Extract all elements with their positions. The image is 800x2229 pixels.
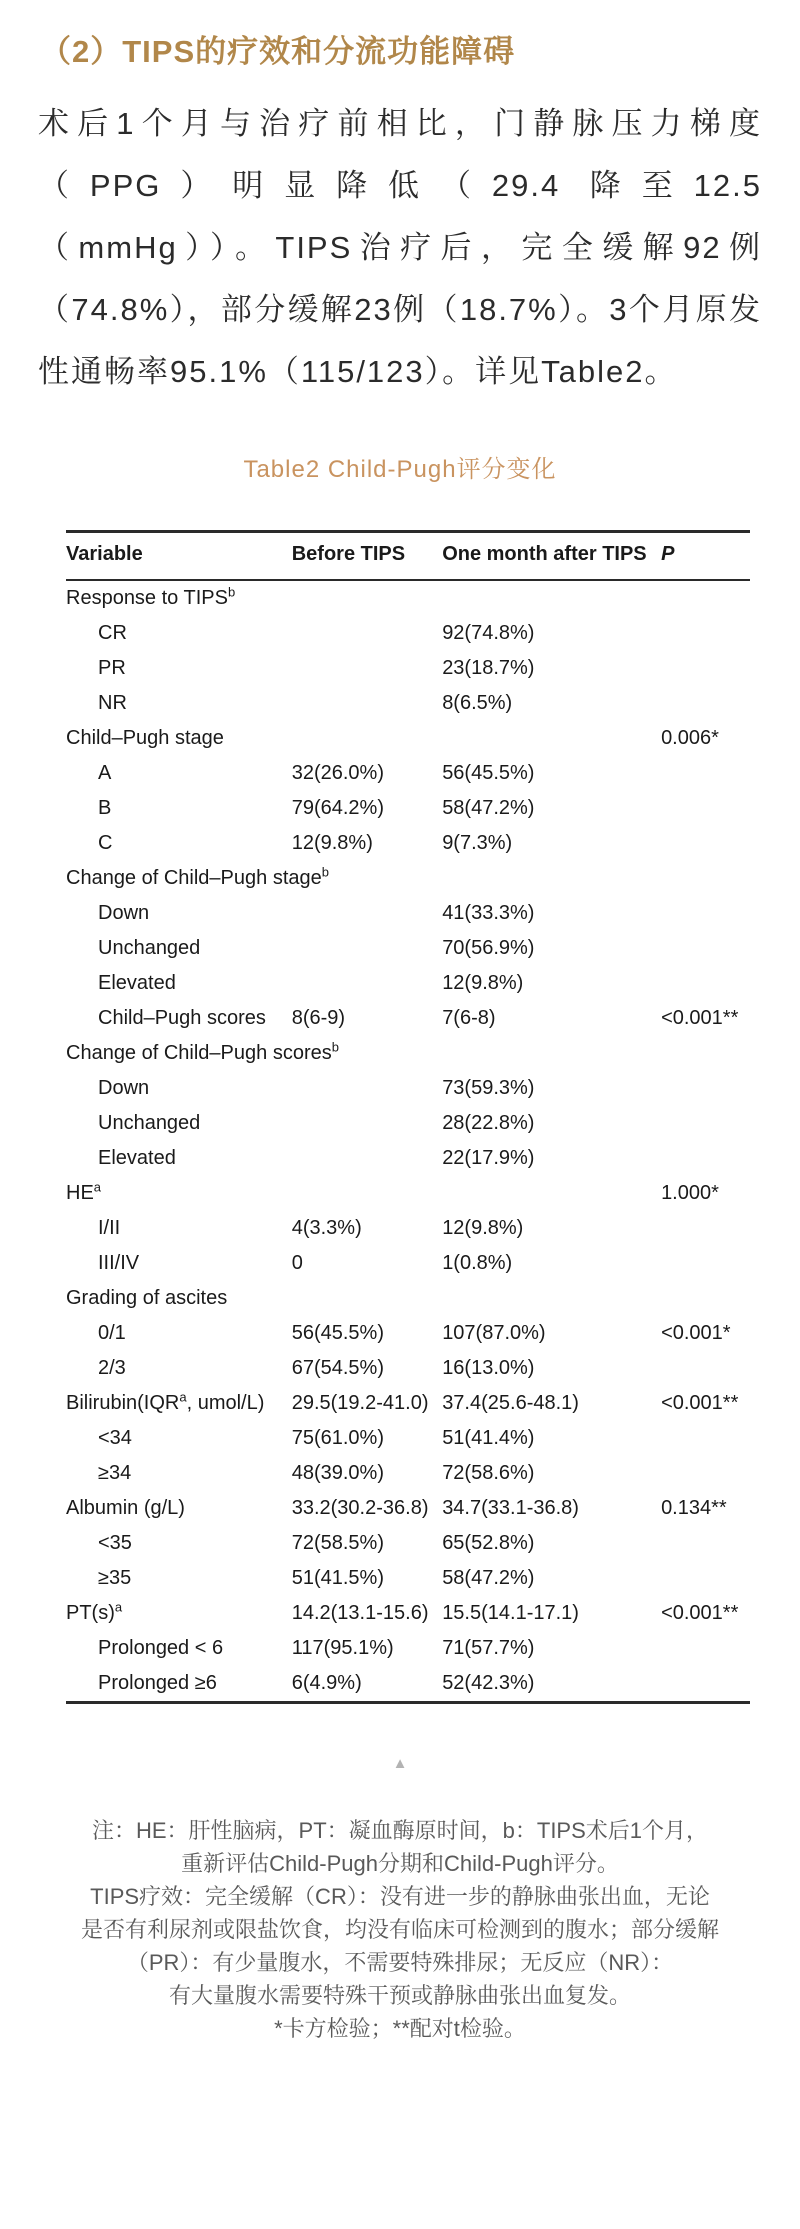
cell-one-month-after-tips: 16(13.0%) bbox=[442, 1357, 535, 1379]
cell-p-value bbox=[661, 1526, 750, 1561]
cell-one-month-after-tips: 58(47.2%) bbox=[442, 1567, 535, 1589]
table-row bbox=[66, 931, 750, 966]
table-row bbox=[66, 1666, 750, 1703]
cell-one-month-after-tips: 28(22.8%) bbox=[442, 1112, 535, 1134]
cell-p-value: <0.001** bbox=[661, 1602, 739, 1624]
cell-before-tips bbox=[292, 686, 442, 721]
cell-before-tips: 8(6-9) bbox=[291, 1007, 346, 1029]
cell-one-month-after-tips: 92(74.8%) bbox=[442, 622, 535, 644]
row-label: ≥34 bbox=[98, 1462, 132, 1484]
row-label: ≥35 bbox=[98, 1567, 132, 1589]
table-row bbox=[66, 580, 750, 616]
cell-one-month-after-tips: 51(41.4%) bbox=[442, 1427, 535, 1449]
body-paragraph: 术后1个月与治疗前相比，门静脉压力梯度（PPG）明显降低（29.4 降至12.5 （mmHg））。TIPS治疗后，完全缓解92例（74.8%），部分缓解23例（18.7%）。3个月原发性通畅率95.1%（115/123）。详见Table2。 bbox=[38, 106, 762, 389]
footnote-line: （PR）：有少量腹水，不需要特殊排尿；无反应（NR）： bbox=[126, 1950, 674, 1975]
cell-one-month-after-tips: 15.5(14.1-17.1) bbox=[442, 1602, 579, 1624]
cell-one-month-after-tips: 65(52.8%) bbox=[442, 1532, 535, 1554]
row-label: B bbox=[98, 797, 112, 819]
cell-before-tips bbox=[292, 1141, 442, 1176]
cell-before-tips: 14.2(13.1-15.6) bbox=[291, 1602, 429, 1624]
cell-p-value bbox=[661, 1561, 750, 1596]
table-row bbox=[66, 1071, 750, 1106]
table-title: Table2 Child-Pugh评分变化 bbox=[243, 456, 557, 483]
cell-before-tips: 67(54.5%) bbox=[291, 1357, 384, 1379]
table-row bbox=[66, 966, 750, 1001]
cell-before-tips bbox=[292, 651, 442, 686]
cell-one-month-after-tips: 72(58.6%) bbox=[442, 1462, 535, 1484]
cell-one-month-after-tips bbox=[442, 721, 661, 756]
table-row bbox=[66, 1141, 750, 1176]
footnote-line: 注：HE：肝性脑病，PT：凝血酶原时间，b：TIPS术后1个月， bbox=[91, 1818, 709, 1843]
cell-p-value: <0.001* bbox=[661, 1322, 731, 1344]
cell-p-value bbox=[661, 1141, 750, 1176]
cell-before-tips: 32(26.0%) bbox=[291, 762, 384, 784]
row-label: Elevated bbox=[98, 1147, 176, 1169]
row-label: III/IV bbox=[98, 1252, 140, 1274]
cell-one-month-after-tips: 34.7(33.1-36.8) bbox=[442, 1497, 579, 1519]
row-label: <34 bbox=[98, 1427, 132, 1449]
cell-before-tips bbox=[292, 931, 442, 966]
footnote-line: 重新评估Child-Pugh分期和Child-Pugh评分。 bbox=[181, 1851, 619, 1876]
section-heading: （2）TIPS的疗效和分流功能障碍 bbox=[40, 34, 516, 69]
table-header-row bbox=[66, 532, 750, 581]
cell-one-month-after-tips: 70(56.9%) bbox=[442, 937, 535, 959]
table-row bbox=[66, 1421, 750, 1456]
cell-before-tips: 4(3.3%) bbox=[291, 1217, 362, 1239]
table-row bbox=[66, 616, 750, 651]
row-label: 2/3 bbox=[98, 1357, 126, 1379]
cell-before-tips: 12(9.8%) bbox=[291, 832, 373, 854]
table-row bbox=[66, 791, 750, 826]
table-row bbox=[66, 1386, 750, 1421]
table-row bbox=[66, 1281, 750, 1316]
table-footnotes bbox=[30, 1814, 770, 2045]
table-row bbox=[66, 1036, 750, 1071]
cell-p-value bbox=[661, 1211, 750, 1246]
cell-before-tips: 117(95.1%) bbox=[291, 1637, 394, 1659]
cell-p-value bbox=[661, 791, 750, 826]
cell-p-value bbox=[661, 1421, 750, 1456]
cell-before-tips bbox=[292, 1106, 442, 1141]
cell-before-tips: 51(41.5%) bbox=[291, 1567, 384, 1589]
cell-one-month-after-tips: 23(18.7%) bbox=[442, 657, 535, 679]
cell-p-value bbox=[661, 1666, 750, 1703]
cell-before-tips bbox=[292, 616, 442, 651]
footnote-line: 有大量腹水需要特殊干预或静脉曲张出血复发。 bbox=[168, 1983, 631, 2008]
cell-p-value bbox=[661, 1456, 750, 1491]
cell-p-value: 0.134** bbox=[661, 1497, 727, 1519]
cell-one-month-after-tips: 7(6-8) bbox=[442, 1007, 496, 1029]
table-row bbox=[66, 1106, 750, 1141]
row-label: Down bbox=[98, 1077, 150, 1099]
cell-before-tips bbox=[292, 1071, 442, 1106]
table-row bbox=[66, 756, 750, 791]
cell-one-month-after-tips: 58(47.2%) bbox=[442, 797, 535, 819]
cell-one-month-after-tips: 56(45.5%) bbox=[442, 762, 535, 784]
table-row bbox=[66, 1491, 750, 1526]
cell-p-value bbox=[661, 616, 750, 651]
row-label: Albumin (g/L) bbox=[66, 1497, 185, 1519]
row-label: Grading of ascites bbox=[66, 1287, 228, 1309]
row-label: Unchanged bbox=[98, 1112, 201, 1134]
cell-before-tips bbox=[292, 721, 442, 756]
cell-before-tips: 0 bbox=[291, 1252, 303, 1274]
cell-before-tips: 72(58.5%) bbox=[291, 1532, 384, 1554]
table-row bbox=[66, 1631, 750, 1666]
table-row bbox=[66, 1561, 750, 1596]
table-row bbox=[66, 1351, 750, 1386]
footnote-line: TIPS疗效：完全缓解（CR）：没有进一步的静脉曲张出血，无论 bbox=[90, 1884, 710, 1909]
row-label: Bilirubin(IQR$^a$, umol/L) bbox=[66, 1389, 265, 1414]
cell-one-month-after-tips: 12(9.8%) bbox=[442, 972, 524, 994]
table-row bbox=[66, 1001, 750, 1036]
cell-one-month-after-tips: 73(59.3%) bbox=[442, 1077, 535, 1099]
cell-p-value: <0.001** bbox=[661, 1392, 739, 1414]
cell-one-month-after-tips bbox=[442, 1176, 661, 1211]
row-label: Change of Child–Pugh scores$^b$ bbox=[66, 1039, 339, 1064]
cell-before-tips: 48(39.0%) bbox=[291, 1462, 384, 1484]
row-label: $PT(s)^a$ bbox=[66, 1599, 123, 1624]
row-label: Elevated bbox=[98, 972, 176, 994]
row-label: Change of Child–Pugh stage$^b$ bbox=[66, 864, 329, 889]
table-body bbox=[66, 580, 750, 1703]
col-header-before-tips: Before TIPS bbox=[292, 532, 442, 581]
col-header-one-month-after-tips: One month after TIPS bbox=[442, 532, 661, 581]
row-label: Down bbox=[98, 902, 150, 924]
table-row bbox=[66, 1596, 750, 1631]
cell-one-month-after-tips: 37.4(25.6-48.1) bbox=[442, 1392, 579, 1414]
cell-before-tips: 33.2(30.2-36.8) bbox=[291, 1497, 429, 1519]
cell-one-month-after-tips: 9(7.3%) bbox=[442, 832, 513, 854]
cell-one-month-after-tips: 8(6.5%) bbox=[442, 692, 513, 714]
cell-p-value bbox=[661, 1106, 750, 1141]
cell-before-tips: 79(64.2%) bbox=[291, 797, 384, 819]
row-label: Prolonged < 6 bbox=[98, 1637, 224, 1659]
table-row bbox=[66, 1176, 750, 1211]
table-row bbox=[66, 651, 750, 686]
col-header-p-value: P bbox=[661, 532, 750, 581]
triangle-up-icon: ▲ bbox=[392, 1755, 408, 1772]
row-label: Unchanged bbox=[98, 937, 201, 959]
cell-p-value bbox=[661, 651, 750, 686]
row-label: A bbox=[98, 762, 112, 784]
table-row bbox=[66, 896, 750, 931]
cell-p-value bbox=[661, 826, 750, 861]
table-row bbox=[66, 1211, 750, 1246]
cell-before-tips bbox=[292, 966, 442, 1001]
cell-p-value bbox=[661, 1246, 750, 1281]
cell-p-value: 0.006* bbox=[661, 727, 719, 749]
cell-before-tips: 6(4.9%) bbox=[291, 1672, 362, 1694]
cell-one-month-after-tips: 71(57.7%) bbox=[442, 1637, 535, 1659]
table-row bbox=[66, 1526, 750, 1561]
row-label: NR bbox=[98, 692, 127, 714]
row-label: PR bbox=[98, 657, 126, 679]
row-label: CR bbox=[98, 622, 127, 644]
cell-p-value bbox=[661, 1071, 750, 1106]
table-row bbox=[66, 826, 750, 861]
row-label: I/II bbox=[98, 1217, 121, 1239]
table-header bbox=[66, 532, 750, 581]
cell-one-month-after-tips: 41(33.3%) bbox=[442, 902, 535, 924]
cell-before-tips: 75(61.0%) bbox=[291, 1427, 384, 1449]
cell-one-month-after-tips: 107(87.0%) bbox=[442, 1322, 546, 1344]
cell-p-value bbox=[661, 756, 750, 791]
row-label: <35 bbox=[98, 1532, 132, 1554]
cell-p-value: <0.001** bbox=[661, 1007, 739, 1029]
table-row bbox=[66, 1316, 750, 1351]
cell-before-tips bbox=[292, 896, 442, 931]
cell-p-value bbox=[661, 1351, 750, 1386]
row-label: $HE^a$ bbox=[66, 1179, 102, 1204]
row-label: Child–Pugh scores bbox=[98, 1007, 266, 1029]
row-label: Prolonged ≥6 bbox=[98, 1672, 217, 1694]
cell-before-tips bbox=[292, 1176, 442, 1211]
cell-one-month-after-tips: 12(9.8%) bbox=[442, 1217, 524, 1239]
cell-one-month-after-tips: 22(17.9%) bbox=[442, 1147, 535, 1169]
cell-before-tips: 29.5(19.2-41.0) bbox=[291, 1392, 429, 1414]
cell-p-value bbox=[661, 966, 750, 1001]
cell-one-month-after-tips: 52(42.3%) bbox=[442, 1672, 535, 1694]
cell-p-value bbox=[661, 1631, 750, 1666]
col-header-variable: Variable bbox=[66, 532, 292, 581]
row-label: 0/1 bbox=[98, 1322, 126, 1344]
cell-p-value bbox=[661, 686, 750, 721]
cell-one-month-after-tips: 1(0.8%) bbox=[442, 1252, 513, 1274]
footnote-line: 是否有利尿剂或限盐饮食，均没有临床可检测到的腹水；部分缓解 bbox=[80, 1917, 719, 1942]
cell-p-value: 1.000* bbox=[661, 1182, 719, 1204]
row-label: Child–Pugh stage bbox=[66, 727, 224, 749]
cell-p-value bbox=[661, 931, 750, 966]
table-row bbox=[66, 1246, 750, 1281]
table-row bbox=[66, 861, 750, 896]
table-row bbox=[66, 721, 750, 756]
row-label: C bbox=[98, 832, 113, 854]
row-label: Response to TIPS$^b$ bbox=[66, 584, 236, 609]
table-row bbox=[66, 1456, 750, 1491]
cell-before-tips: 56(45.5%) bbox=[291, 1322, 384, 1344]
table-row bbox=[66, 686, 750, 721]
footnote-line: *卡方检验；**配对t检验。 bbox=[274, 2016, 526, 2041]
cell-p-value bbox=[661, 896, 750, 931]
child-pugh-table bbox=[66, 530, 750, 1704]
